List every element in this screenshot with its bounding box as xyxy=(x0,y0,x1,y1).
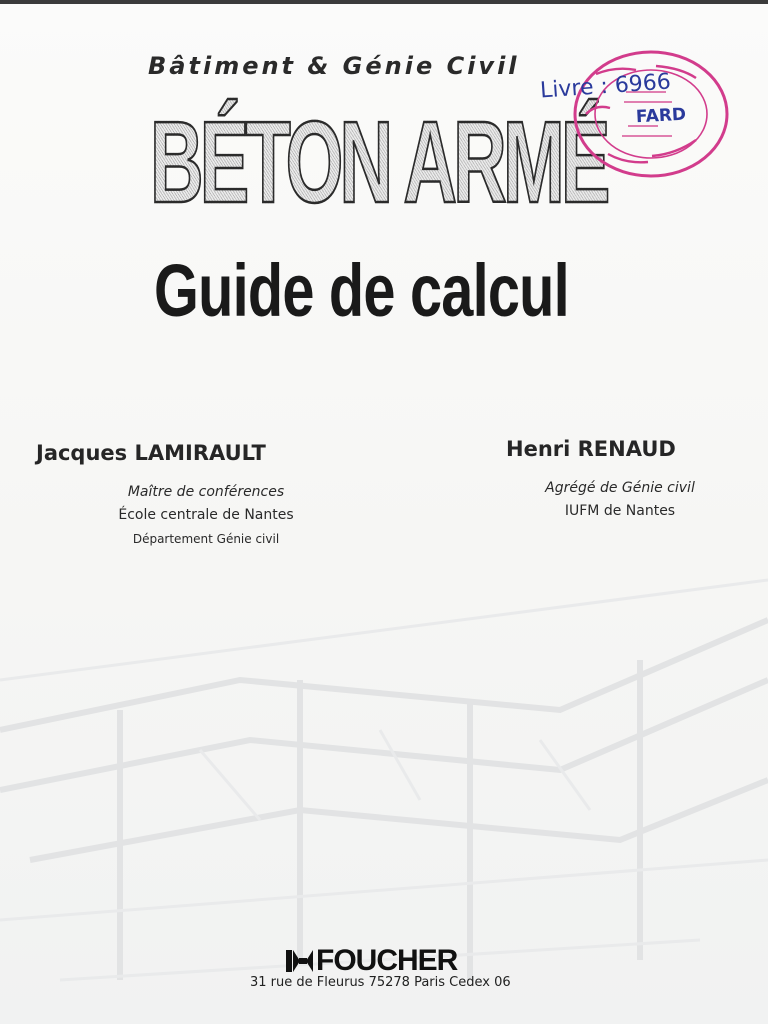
publisher-name: FOUCHER xyxy=(316,944,458,977)
author-1-affiliation-school: École centrale de Nantes xyxy=(118,507,294,523)
foucher-logo-icon xyxy=(286,948,314,974)
publisher-address: 31 rue de Fleurus 75278 Paris Cedex 06 xyxy=(250,975,511,990)
subtitle: Guide de calcul xyxy=(154,249,569,332)
series-title: Bâtiment & Génie Civil xyxy=(148,52,520,80)
author-2-affiliation-title: Agrégé de Génie civil xyxy=(545,480,695,496)
author-1-affiliation-title: Maître de conférences xyxy=(127,484,285,500)
author-2-affiliation-school: IUFM de Nantes xyxy=(564,503,676,519)
scan-top-edge xyxy=(0,0,768,4)
publisher-logo xyxy=(286,944,457,978)
main-title xyxy=(150,97,607,227)
author-name-2: Henri RENAUD xyxy=(506,437,676,461)
author-name-1: Jacques LAMIRAULT xyxy=(36,441,266,465)
stamp-name: FARD xyxy=(635,104,687,128)
main-title-text: BÉTON ARMÉ xyxy=(150,97,607,227)
author-1-affiliation-department: Département Génie civil xyxy=(132,532,280,546)
stamp-reference: Livre : 6966 xyxy=(539,69,672,104)
